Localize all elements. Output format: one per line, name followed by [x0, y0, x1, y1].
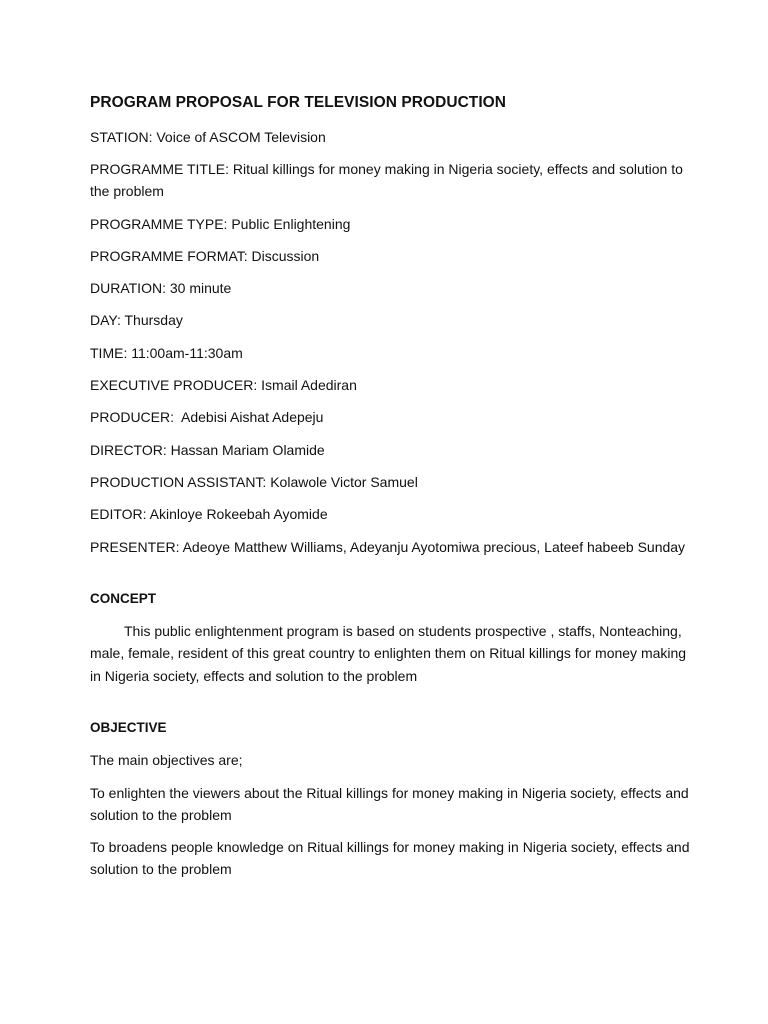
field-time: TIME: 11:00am-11:30am: [90, 344, 243, 361]
objective-item: To broadens people knowledge on Ritual killings for money making in Nigeria society, effects and solution to the problem: [90, 838, 690, 877]
field-production-assistant: PRODUCTION ASSISTANT: Kolawole Victor Samuel: [90, 473, 418, 490]
field-station: STATION: Voice of ASCOM Television: [90, 129, 326, 145]
field-editor: EDITOR: Akinloye Rokeebah Ayomide: [90, 506, 328, 523]
field-programme-title: PROGRAMME TITLE: Ritual killings for money making in Nigeria society, effects and solution to the problem: [90, 161, 683, 200]
concept-heading: CONCEPT: [90, 590, 157, 606]
field-programme-format: PROGRAMME FORMAT: Discussion: [90, 247, 320, 264]
field-duration: DURATION: 30 minute: [90, 280, 232, 297]
section-gap: [90, 687, 690, 717]
field-producer: PRODUCER: Adebisi Aishat Adepeju: [90, 409, 324, 426]
field-presenter: PRESENTER: Adeoye Matthew Williams, Adeyanju Ayotomiwa precious, Lateef habeeb Sunday: [90, 538, 686, 555]
objective-item: To enlighten the viewers about the Ritual killings for money making in Nigeria society, effects and solution to the problem: [90, 784, 689, 823]
document-title: PROGRAM PROPOSAL FOR TELEVISION PRODUCTION: [90, 94, 507, 111]
section-gap: [90, 568, 690, 588]
field-programme-type: PROGRAMME TYPE: Public Enlightening: [90, 215, 351, 232]
objective-heading: OBJECTIVE: [90, 720, 167, 736]
document-page: [90, 92, 690, 890]
field-director: DIRECTOR: Hassan Mariam Olamide: [90, 441, 325, 458]
field-day: DAY: Thursday: [90, 312, 183, 329]
concept-paragraph: This public enlightenment program is based on students prospective , staffs, Nonteaching, male, female, resident of this great country to enlighten them on Ritual killings for money making in Nigeria society, effects and solution to the problem: [90, 622, 687, 684]
field-executive-producer: EXECUTIVE PRODUCER: Ismail Adediran: [90, 377, 357, 394]
objective-intro: The main objectives are;: [90, 752, 243, 769]
